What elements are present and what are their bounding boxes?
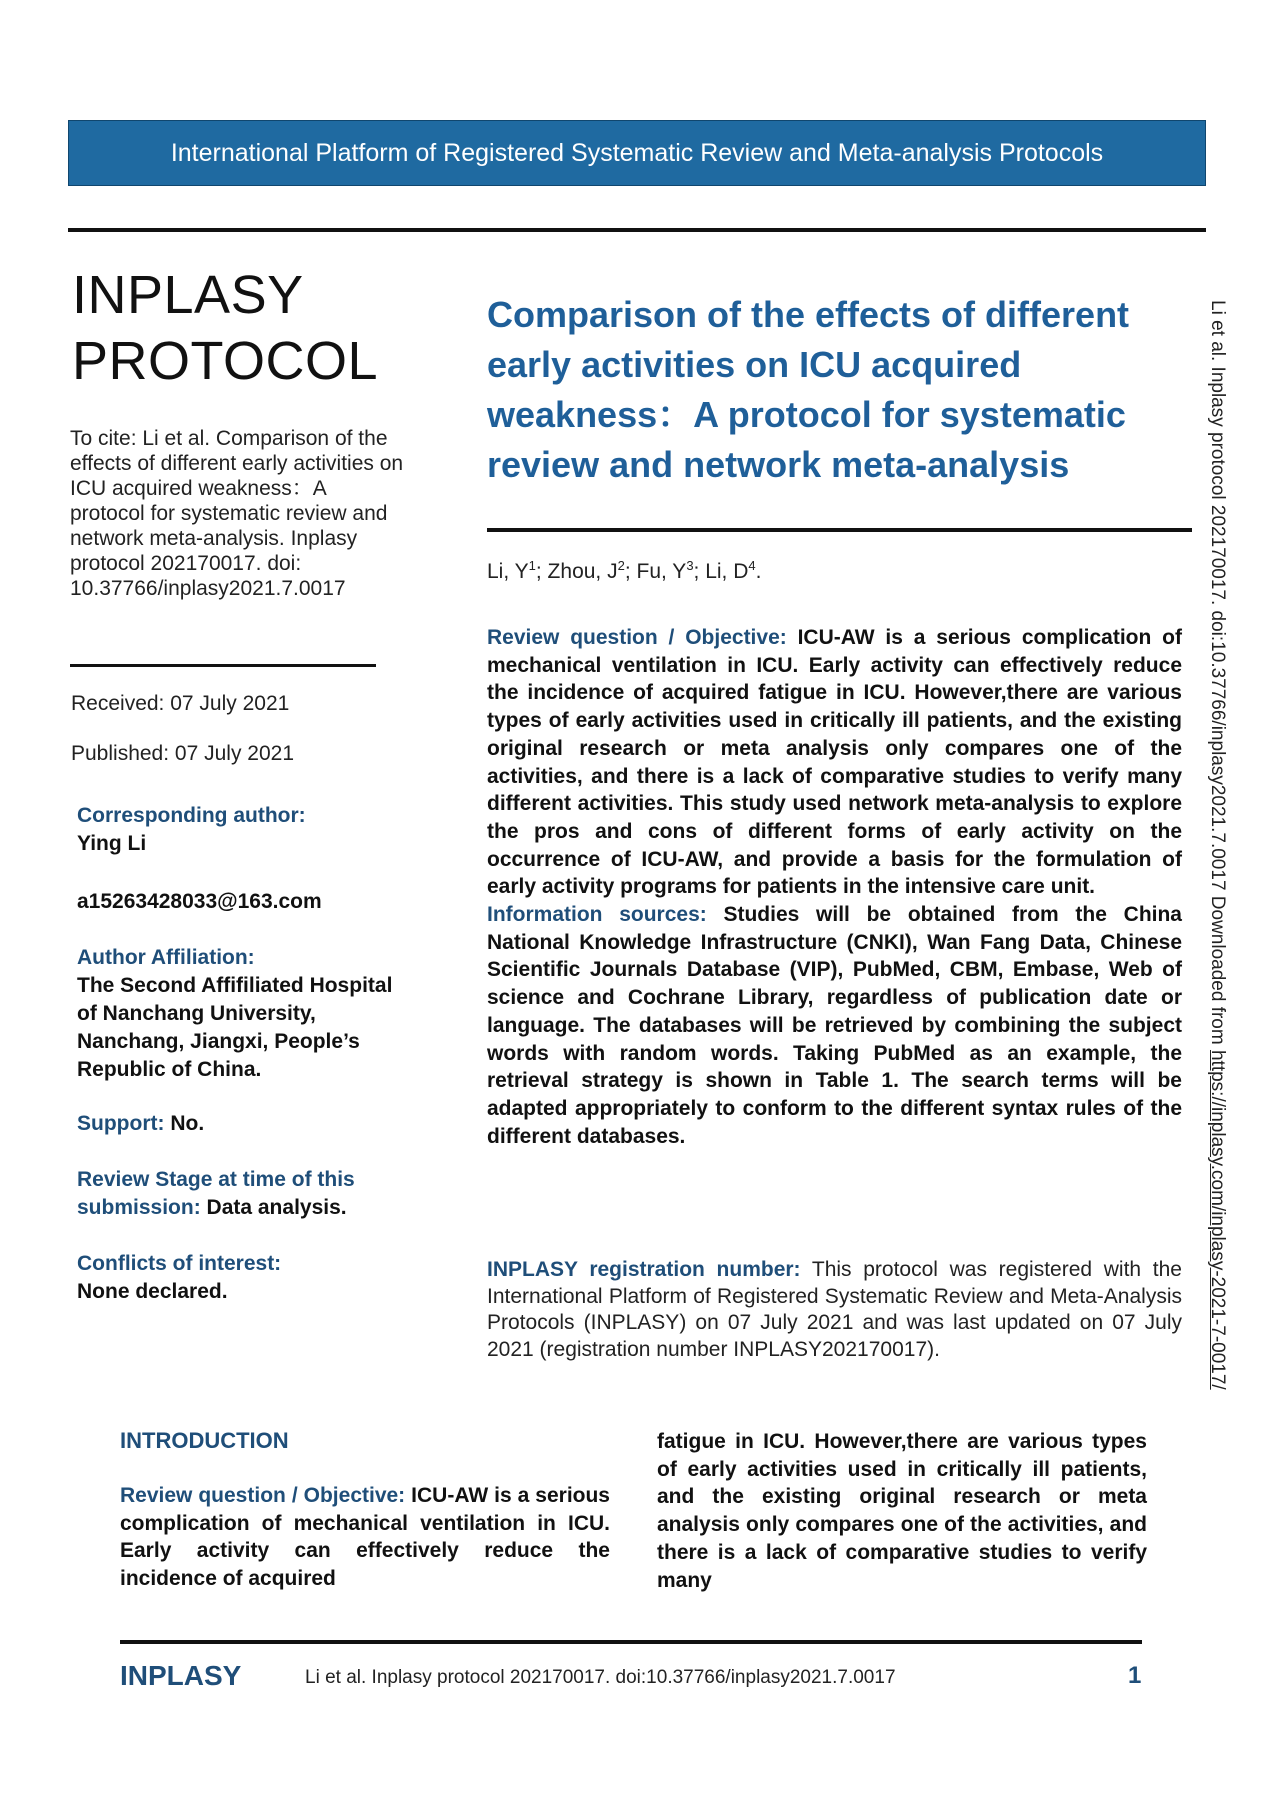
conflicts	[77, 1250, 417, 1306]
abstract-objective	[487, 624, 1182, 901]
sources-label: Information sources:	[487, 903, 707, 927]
protocol-brand	[72, 262, 432, 394]
sidebar-rule	[70, 664, 376, 667]
footer-brand: INPLASY	[120, 1660, 242, 1691]
author-2-affil: 2	[617, 558, 625, 573]
download-sidebar	[1206, 300, 1228, 1390]
objective-text: ICU-AW is a serious complication of mechanical ventilation in ICU. Early activity can effectively reduce the incidence of acquired fatigue in ICU. However,there are various types of early activities used in critically ill patients, and the existing original research or meta analysis only compares one of the activities, and there is a lack of comparative studies to verify many different activities. This study used network meta-analysis to explore the pros and cons of different forms of early activity on the occurrence of ICU-AW, and provide a basis for the formulation of early activity programs for patients in the intensive care unit.	[487, 626, 1182, 899]
header-rule	[68, 228, 1206, 232]
review-stage	[77, 1166, 417, 1222]
conflicts-value: None declared.	[77, 1280, 228, 1303]
intro-column-2	[657, 1428, 1147, 1594]
title-rule	[487, 528, 1192, 532]
intro-column-1-text: ICU-AW is a serious complication of mechanical ventilation in ICU. Early activity can effectively reduce the incidence of acquired	[120, 1484, 610, 1591]
brand-line1: INPLASY	[72, 265, 304, 325]
affiliation-value: The Second Affifiliated Hospital of Nanchang University, Nanchang, Jiangxi, People’s Republic of China.	[77, 974, 393, 1081]
corresponding-label: Corresponding author:	[77, 804, 306, 827]
footer-citation: Li et al. Inplasy protocol 202170017. doi:10.37766/inplasy2021.7.0017	[305, 1667, 896, 1688]
corresponding-author	[77, 802, 417, 858]
author-3: ; Fu, Y	[624, 560, 687, 583]
abstract-sources	[487, 901, 1182, 1150]
intro-column-1	[120, 1482, 610, 1593]
platform-banner: International Platform of Registered Systematic Review and Meta-analysis Protocols	[68, 120, 1206, 186]
support-label: Support:	[77, 1112, 165, 1135]
download-link[interactable]: https://inplasy.com/inplasy-2021-7-0017/	[1207, 1049, 1228, 1390]
author-email: a15263428033@163.com	[77, 890, 322, 913]
intro-column-2-text: fatigue in ICU. However,there are various types of early activities used in critically ill patients, and the existing original research or meta analysis only compares one of the activities, and there is a lack of comparative studies to verify many	[657, 1430, 1147, 1592]
support	[77, 1110, 417, 1138]
author-list-end: .	[755, 560, 762, 583]
author-1-affil: 1	[528, 558, 536, 573]
author-4-affil: 4	[748, 558, 756, 573]
conflicts-label: Conflicts of interest:	[77, 1252, 282, 1275]
stage-value: Data analysis.	[206, 1196, 347, 1219]
author-4: ; Li, D	[693, 560, 749, 583]
affiliation-label: Author Affiliation:	[77, 946, 255, 969]
intro-objective-label: Review question / Objective:	[120, 1484, 406, 1507]
registration-text: This protocol was registered with the International Platform of Registered Systematic Review and Meta-Analysis Protocols (INPLASY) on 07 July 2021 and was last updated on 07 July 2021 (registration number INPLASY202170017).	[487, 1258, 1182, 1361]
author-list	[487, 558, 761, 584]
author-3-affil: 3	[686, 558, 694, 573]
stage-label: Review Stage at time of this submission:	[77, 1168, 355, 1219]
author-affiliation	[77, 944, 417, 1084]
brand-line2: PROTOCOL	[72, 331, 379, 391]
abstract	[487, 624, 1182, 1150]
paper-title: Comparison of the effects of different early activities on ICU acquired weakness：A protocol for systematic review and network meta-analysis	[487, 294, 1130, 485]
introduction-heading: INTRODUCTION	[120, 1428, 289, 1453]
registration-label: INPLASY registration number:	[487, 1258, 801, 1281]
sources-text: Studies will be obtained from the China National Knowledge Infrastructure (CNKI), Wan Fang Data, Chinese Scientific Journals Database (VIP), PubMed, CBM, Embase, Web of science and Cochrane Library, regardless of publication date or language. The databases will be retrieved by combining the subject words with random words. Taking PubMed as an example, the retrieval strategy is shown in Table 1. The search terms will be adapted appropriately to conform to the different syntax rules of the different databases.	[487, 903, 1182, 1148]
author-2: ; Zhou, J	[535, 560, 618, 583]
published-date: Published: 07 July 2021	[71, 742, 294, 765]
corresponding-name: Ying Li	[77, 832, 147, 855]
citation-text: To cite: Li et al. Comparison of the effects of different early activities on ICU acquired weakness：A protocol for systematic review and network meta-analysis. Inplasy protocol 202170017. doi: 10.37766/inplasy2021.7.0017	[70, 427, 404, 600]
registration	[487, 1257, 1182, 1363]
received-date: Received: 07 July 2021	[71, 692, 290, 715]
author-1: Li, Y	[487, 560, 529, 583]
page-number: 1	[1128, 1662, 1142, 1689]
objective-label: Review question / Objective:	[487, 626, 787, 649]
footer-rule	[120, 1640, 1142, 1644]
download-note: Li et al. Inplasy protocol 202170017. doi:10.37766/inplasy2021.7.0017 Downloaded from	[1207, 300, 1228, 1050]
support-value: No.	[170, 1112, 205, 1135]
